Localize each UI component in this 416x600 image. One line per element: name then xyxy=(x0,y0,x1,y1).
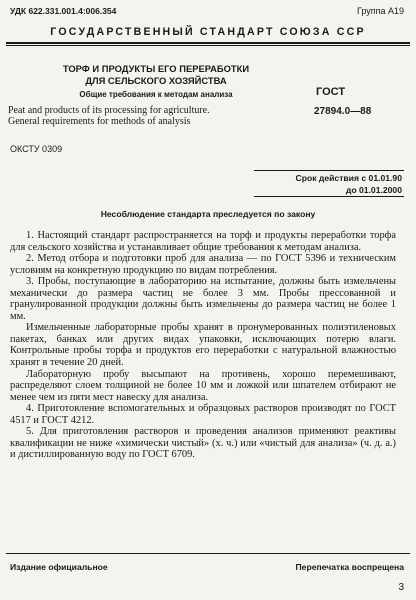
page-number: 3 xyxy=(398,582,404,593)
paragraph-reagents: 5. Для приготовления растворов и проведения анализов применяют реактивы квалификации не ниже «химически чистый» (х. ч.) или «чистый для анализа» (ч. д. а.) и дистиллированную воду по ГОСТ 6709. xyxy=(10,426,396,461)
state-standard-heading: ГОСУДАРСТВЕННЫЙ СТАНДАРТ СОЮЗА ССР xyxy=(50,26,366,38)
subtitle: Общие требования к методам анализа xyxy=(79,90,233,99)
okstu-code: ОКСТУ 0309 xyxy=(10,144,63,154)
paragraph-storage: Измельченные лабораторные пробы хранят в пронумерованных полиэтиленовых пакетах, банках или других видах упаковки, исключающих потерю влаги. Контрольные пробы торфа и продуктов его переработки с натуральной влажностью хранят в течение 20 дней. xyxy=(10,322,396,369)
paragraph-scope: 1. Настоящий стандарт распространяется на торф и продукты переработки торфа для сельского хозяйства и устанавливает общие требования к методам анализа. xyxy=(10,230,396,253)
english-title-line-1: Peat and products of its processing for agriculture. xyxy=(8,105,210,116)
paragraph-sample-prep: Лабораторную пробу высыпают на противень, хорошо перемешивают, распределяют слоем толщиной не более 10 мм и ложкой или шпателем отбирают не менее чем из пяти мест навеску для анализа. xyxy=(10,368,396,403)
validity-rule-top xyxy=(254,170,404,171)
footer-rule xyxy=(6,553,410,554)
paragraph-solutions: 4. Приготовление вспомогательных и образцовых растворов производят по ГОСТ 4517 и ГОСТ 4212. xyxy=(10,403,396,426)
udc-code: УДК 622.331.001.4:006.354 xyxy=(10,6,117,16)
paragraph-grinding: 3. Пробы, поступающие в лабораторию на испытание, должны быть измельчены механически до размера частиц не более 3 мм. Пробы прессованной и гранулированной продукции должны быть измельчены до размера частиц не более 1 мм. xyxy=(10,276,396,322)
validity-start: Срок действия с 01.01.90 xyxy=(295,173,402,183)
validity-rule-bottom xyxy=(254,196,404,197)
english-title-line-2: General requirements for methods of analysis xyxy=(8,116,191,127)
official-edition-note: Издание официальное xyxy=(10,562,108,572)
group-code: Группа А19 xyxy=(356,6,404,16)
standard-body xyxy=(10,230,396,461)
header-rule-thick xyxy=(6,42,410,44)
paragraph-sampling: 2. Метод отбора и подготовки проб для анализа — по ГОСТ 5396 и техническим условиям на конкретную продукцию по видам потребления. xyxy=(10,253,396,276)
validity-end: до 01.01.2000 xyxy=(345,185,402,195)
reprint-prohibited-note: Перепечатка воспрещена xyxy=(295,562,404,572)
gost-label: ГОСТ xyxy=(316,86,346,98)
law-notice: Несоблюдение стандарта преследуется по закону xyxy=(100,209,316,219)
header-rule-thin xyxy=(6,45,410,46)
gost-number: 27894.0—88 xyxy=(314,106,372,117)
title-line-1: ТОРФ И ПРОДУКТЫ ЕГО ПЕРЕРАБОТКИ xyxy=(62,63,250,74)
title-line-2: ДЛЯ СЕЛЬСКОГО ХОЗЯЙСТВА xyxy=(85,75,227,86)
